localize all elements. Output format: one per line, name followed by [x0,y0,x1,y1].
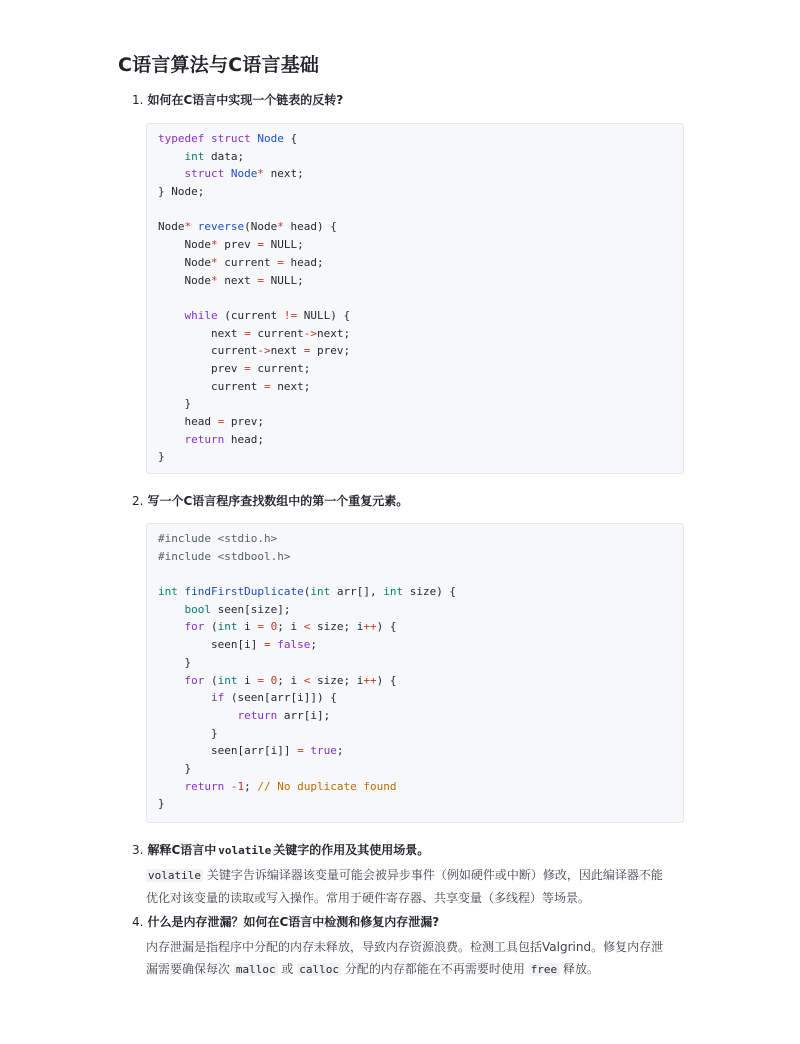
code-line: return head; [184,432,264,446]
question-number: 3. [132,843,144,857]
code-line: } [158,797,165,811]
code-line: while (current != NULL) { [184,308,351,322]
answer-text: 漏需要确保每次 [146,962,231,976]
code-line [158,201,683,219]
code-block-reverse-list [146,123,684,474]
code-line: } [158,397,192,411]
page-title: C语言算法与C语言基础 [118,54,320,76]
code-line [158,565,683,583]
question-text: 写一个C语言程序查找数组中的第一个重复元素。 [147,494,409,508]
code-line: int findFirstDuplicate(int arr[], int size) { [158,585,457,599]
code-line: } Node; [158,185,205,199]
question-4 [132,913,439,930]
code-line: } [158,761,192,775]
question-number: 4. [132,915,144,929]
answer-line: 优化对该变量的读取或写入操作。常用于硬件寄存器、共享变量（多线程）等场景。 [146,891,591,905]
answer-4 [146,936,686,981]
question-2 [132,492,408,509]
question-text-before: 解释C语言中 [147,843,217,857]
answer-text: 分配的内存都能在不再需要时使用 [344,962,525,976]
inline-code-malloc: malloc [235,963,276,976]
code-line: current->next = prev; [158,344,351,358]
answer-line: 内存泄漏是指程序中分配的内存未释放，导致内存资源浪费。检测工具包括Valgrind。修复内存泄 [146,940,664,954]
code-line: head = prev; [158,415,264,428]
answer-line [146,958,686,981]
question-1 [132,91,343,108]
answer-line [146,864,686,887]
question-text: 什么是内存泄漏？如何在C语言中检测和修复内存泄漏? [147,915,440,929]
code-line: typedef struct Node { [158,132,298,145]
code-line: prev = current; [158,361,311,375]
answer-text: 释放。 [563,962,600,976]
question-text: 如何在C语言中实现一个链表的反转? [147,93,344,107]
code-line: seen[i] = false; [158,638,317,652]
code-line: Node* next = NULL; [158,273,304,287]
code-line: if (seen[arr[i]]) { [210,691,337,705]
code-line: for (int i = 0; i < size; i++) { [184,620,397,634]
inline-code-free: free [530,963,558,976]
code-line: struct Node* next; [184,167,304,181]
answer-text: 关键字告诉编译器该变量可能会被异步事件（例如硬件或中断）修改，因此编译器不能 [206,868,663,882]
inline-code-calloc: calloc [299,963,340,976]
code-line: next = current->next; [158,326,351,340]
code-line: Node* reverse(Node* head) { [158,220,337,234]
answer-3 [146,864,686,909]
question-number: 2. [132,494,144,508]
code-line: Node* prev = NULL; [158,238,304,252]
code-line: } [158,726,218,740]
question-text-after: 关键字的作用及其使用场景。 [273,843,430,857]
code-line: return arr[i]; [237,708,331,722]
code-line: for (int i = 0; i < size; i++) { [184,673,397,687]
code-line: } [158,450,165,464]
code-line: int data; [184,149,245,163]
code-line: seen[arr[i]] = true; [158,744,344,758]
inline-code-volatile: volatile [218,844,272,857]
code-line: #include <stdbool.h> [158,549,291,563]
answer-text: 或 [281,962,294,976]
inline-code-volatile: volatile [148,869,201,882]
code-line: #include <stdio.h> [158,532,278,545]
question-number: 1. [132,93,144,107]
code-line: return -1; // No duplicate found [184,779,397,793]
code-block-find-duplicate [146,523,684,823]
code-line: current = next; [158,379,311,393]
code-line: Node* current = head; [158,255,324,269]
code-line: } [158,655,192,669]
code-line [158,289,683,307]
question-3 [132,841,429,858]
code-line: bool seen[size]; [184,602,291,616]
